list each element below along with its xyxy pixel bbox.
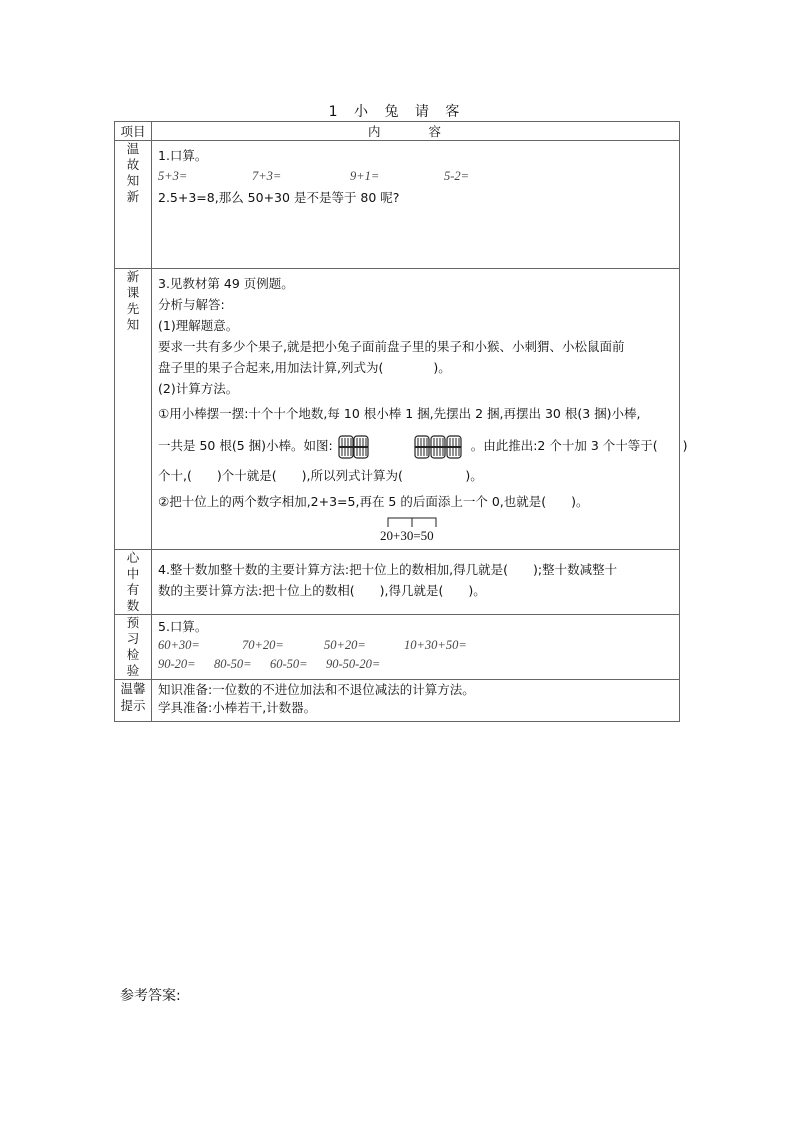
stick-bundles-2-icon: [337, 434, 409, 460]
answer-label: 参考答案:: [120, 988, 181, 1004]
calc-item: 5+3=: [158, 169, 188, 183]
label-yuxi: 预习检验: [126, 615, 140, 678]
label-xinzhong: 心中有数: [126, 550, 140, 613]
stick-bundles-3-icon: [413, 434, 467, 460]
calc-item: 60+30=: [158, 638, 200, 652]
section-wengu: [115, 141, 680, 269]
wenxin-line: 知识准备:一位数的不进位加法和不退位减法的计算方法。: [158, 682, 475, 697]
yuxi-q: 5.口算。: [158, 619, 208, 634]
xinke-line: ①用小棒摆一摆:十个十个地数,每 10 根小棒 1 捆,先摆出 2 捆,再摆出 30 根(3 捆)小棒,: [158, 406, 641, 421]
xinzhong-line: 数的主要计算方法:把十位上的数相( ),得几就是( )。: [158, 583, 486, 598]
wengu-calc-row: [158, 166, 673, 187]
section-yuxi: [115, 615, 680, 680]
xinke-line: 3.见教材第 49 页例题。: [158, 276, 294, 291]
calc-item: 90-20=: [158, 657, 196, 671]
wenxin-line: 学具准备:小棒若干,计数器。: [158, 700, 317, 715]
page-title: 1 小 兔 请 客: [328, 104, 466, 120]
calc-item: 90-50-20=: [326, 657, 381, 671]
xinke-line: 盘子里的果子合起来,用加法计算,列式为( )。: [158, 360, 451, 375]
wengu-q2: 2.5+3=8,那么 50+30 是不是等于 80 呢?: [158, 190, 400, 205]
calc-item: 7+3=: [252, 169, 282, 183]
xinke-line: (1)理解题意。: [158, 318, 239, 333]
yuxi-row2: [158, 655, 673, 674]
xinke-line: 个十,( )个十就是( ),所以列式计算为( )。: [158, 468, 483, 483]
section-xinzhong: [115, 550, 680, 615]
label-xinke: 新课先知: [126, 269, 140, 332]
xinke-line: ②把十位上的两个数字相加,2+3=5,再在 5 的后面添上一个 0,也就是( )。: [158, 494, 589, 509]
calc-item: 70+20=: [242, 638, 284, 652]
header-content: 内 容: [152, 122, 680, 141]
label-wengu: 温故知新: [126, 141, 140, 204]
xinke-line: 分析与解答:: [158, 297, 225, 312]
xinzhong-line: 4.整十数加整十数的主要计算方法:把十位上的数相加,得几就是( );整十数减整十: [158, 562, 618, 577]
calc-item: 10+30+50=: [404, 638, 467, 652]
section-xinke: [115, 269, 680, 550]
header-item: 项目: [115, 122, 152, 141]
equation-figure: [158, 515, 673, 545]
calc-item: 80-50=: [214, 657, 252, 671]
yuxi-row1: [158, 636, 673, 655]
header-row: [115, 122, 680, 141]
section-wenxin: [115, 680, 680, 722]
calc-item: 5-2=: [444, 169, 470, 183]
lesson-table: [114, 121, 688, 722]
wengu-q1: 1.口算。: [158, 148, 208, 163]
calc-item: 50+20=: [324, 638, 366, 652]
equation-text: 20+30=50: [380, 528, 434, 543]
calc-item: 9+1=: [350, 169, 380, 183]
calc-item: 60-50=: [270, 657, 308, 671]
xinke-line: (2)计算方法。: [158, 381, 239, 396]
label-wenxin: 温馨提示: [120, 681, 146, 713]
xinke-line-with-figure: 一共是 50 根(5 捆)小棒。如图: 。由此推出:2 个十加 3 个十等于( ): [158, 429, 673, 463]
xinke-line: 要求一共有多少个果子,就是把小兔子面前盘子里的果子和小猴、小刺猬、小松鼠面前: [158, 339, 625, 354]
